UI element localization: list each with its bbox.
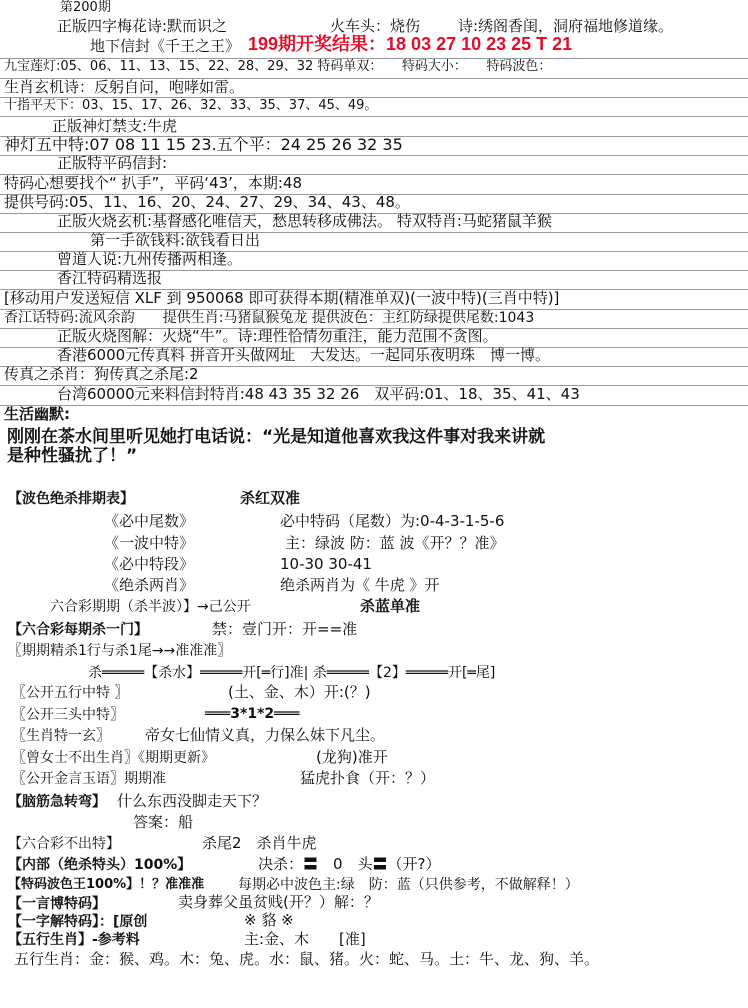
first-hand-line: 第一手欲钱料:欲钱看日出 [90, 231, 261, 249]
taoist-saying-line: 曾道人说:九州传播两相逢。 [57, 250, 243, 268]
fire-mystery-line: 正版火烧玄机:基督感化唯信天，愁思转移成佛法。 特双特肖:马蛇猪鼠羊猴 [57, 212, 552, 230]
fax-kill-line: 传真之杀肖：狗传真之杀尾:2 [4, 365, 199, 383]
wave-king-label: 【特码波色王100%】！？准准准 [8, 877, 205, 892]
provided-numbers-line: 提供号码:05、11、16、20、24、27、29、34、43、48。 [4, 193, 410, 211]
one-char-label: 【一字解特码】：[原创 [8, 914, 148, 930]
joke-line-2: 是种性骚扰了！” [7, 446, 138, 466]
nine-lotus-line: 九宝莲灯:05、06、11、13、15、22、28、29、32 特码单双： 特码大小： 特码波色： [4, 59, 552, 74]
kill-two-value: 绝杀两肖为《 牛虎 》开 [280, 576, 440, 594]
half-wave-line: 六合彩期期（杀半波）】→己公开 [50, 599, 251, 615]
five-elem-list: 五行生肖：金：猴、鸡。木：兔、虎。水：鼠、猪。火：蛇、马。土：牛、龙、狗、羊。 [14, 950, 600, 968]
zodiac-poem-line: 生肖玄机诗：反躬自问，咆哮如雷。 [4, 78, 245, 96]
wave-king-value: 每期必中波色主:绿 防：蓝（只供参考，不做解释！） [238, 877, 579, 893]
inner-kill-label: 【内部（绝杀特头）100%】 [8, 857, 192, 873]
kill-one-door-value: 禁：壹门开：开==准 [212, 620, 358, 638]
must-section-label: 《必中特段》 [104, 555, 195, 573]
five-elements-value: (土、金、木）开:(？) [228, 683, 371, 701]
five-elem-zodiac-label: 【五行生肖】-参考料 [8, 932, 140, 948]
must-tail-value: 必中特码（尾数）为:0-4-3-1-5-6 [280, 512, 505, 530]
five-elem-zodiac-value: 主:金、木 [准] [244, 930, 366, 948]
one-char-value: ※ 貉 ※ [244, 911, 294, 929]
zodiac-mystery-label: 〖生肖特一玄〗 [12, 728, 110, 744]
fire-picture-line: 正版火烧图解：火烧“牛”。诗:理性恰情勿重注，能力范围不贪图。 [57, 327, 498, 345]
inner-kill-value: 决杀：〓 0 头〓（开?） [258, 855, 441, 873]
train-head-line: 火车头：烧伤 [330, 17, 421, 35]
issue-number: 第200期 [60, 0, 111, 15]
kill-one-door-label: 【六合彩每期杀一门】 [8, 622, 148, 638]
zodiac-mystery-value: 帝女七仙情义真，力保么妹下凡尘。 [145, 726, 386, 744]
taiwan-line: 台湾60000元来料信封特肖:48 43 35 32 26 双平码:01、18、35、41、43 [57, 385, 580, 403]
three-heads-label: 〖公开三头中特〗 [12, 707, 124, 723]
flat-code-envelope: 正版特平码信封: [57, 154, 168, 172]
golden-words-label: 〖公开金言玉语〗期期准 [12, 771, 166, 787]
plum-poem-line: 正版四字梅花诗:默而识之 [57, 17, 228, 35]
god-lamp-line: 神灯五中特:07 08 11 15 23.五个平：24 25 26 32 35 [4, 135, 403, 154]
joke-line-1: 刚刚在茶水间里听见她打电话说：“光是知道他喜欢我这件事对我来讲就 [7, 427, 546, 447]
wish-line: 特码心想要找个“ 扒手”，平码‘43’，本期:48 [4, 174, 303, 192]
one-wave-value: 主：绿波 防：蓝 波《开？？准》 [285, 534, 505, 552]
ten-fingers-line: 十指平天下：03、15、17、26、32、33、35、37、45、49。 [4, 98, 378, 113]
precise-kill-label: 〖期期精杀1行与杀1尾→→准准准〗 [8, 643, 232, 659]
no-special-value: 杀尾2 杀肖牛虎 [202, 834, 317, 852]
must-section-value: 10-30 30-41 [280, 555, 372, 573]
riddle-question: 什么东西没脚走天下？ [117, 792, 268, 810]
hk-phrase-line: 香江话特码:流风余韵 提供生肖:马猪鼠猴兔龙 提供波色：主红防绿提供尾数:1043 [4, 310, 535, 326]
divider [0, 405, 748, 406]
must-tail-label: 《必中尾数》 [104, 512, 195, 530]
hk-fax-line: 香港6000元传真料 拼音开头做网址 大发达。一起同乐夜明珠 博一博。 [57, 346, 550, 364]
five-elements-label: 〖公开五行中特 〗 [12, 685, 129, 701]
draw-result: 199期开奖结果：18 03 27 10 23 25 T 21 [248, 34, 573, 54]
sms-promo-line: [移动用户发送短信 XLF 到 950068 即可获得本期(精准单双)(一波中特)(三肖中特)] [4, 289, 560, 307]
riddle-answer: 答案：船 [133, 813, 194, 831]
humor-title: 生活幽默: [4, 405, 70, 423]
no-special-label: 【六合彩不出特】 [8, 836, 120, 852]
riddle-label: 【脑筋急转弯】 [8, 794, 106, 810]
one-wave-label: 《一波中特》 [104, 534, 195, 552]
hk-selection-title: 香江特码精选报 [57, 269, 163, 287]
underground-envelope: 地下信封《千王之王》 [90, 37, 241, 55]
one-word-label: 【一言博特码】 [8, 896, 106, 912]
ms-zeng-label: 〖曾女士不出生肖〗《期期更新》 [12, 750, 215, 766]
poem-line: 诗:绣阁香闺，洞府福地修道缘。 [458, 17, 674, 35]
wave-color-value: 杀红双准 [240, 489, 301, 507]
wave-color-label: 【波色绝杀排期表】 [8, 491, 134, 507]
kill-blue-single: 杀蓝单准 [360, 597, 421, 615]
three-heads-value: ═══3*1*2═══ [205, 706, 300, 722]
golden-words-value: 猛虎扑食（开：？） [300, 769, 436, 787]
ms-zeng-value: (龙狗)准开 [316, 748, 388, 766]
one-word-value: 卖身葬父虽贫贱(开？）解：？ [178, 893, 379, 911]
banned-branch-line: 正版神灯禁支:牛虎 [52, 117, 178, 135]
kill-row: 杀═════【杀水】═════开[═行]准| 杀═════【2】═════开[═尾] [88, 665, 496, 681]
kill-two-label: 《绝杀两肖》 [104, 576, 195, 594]
